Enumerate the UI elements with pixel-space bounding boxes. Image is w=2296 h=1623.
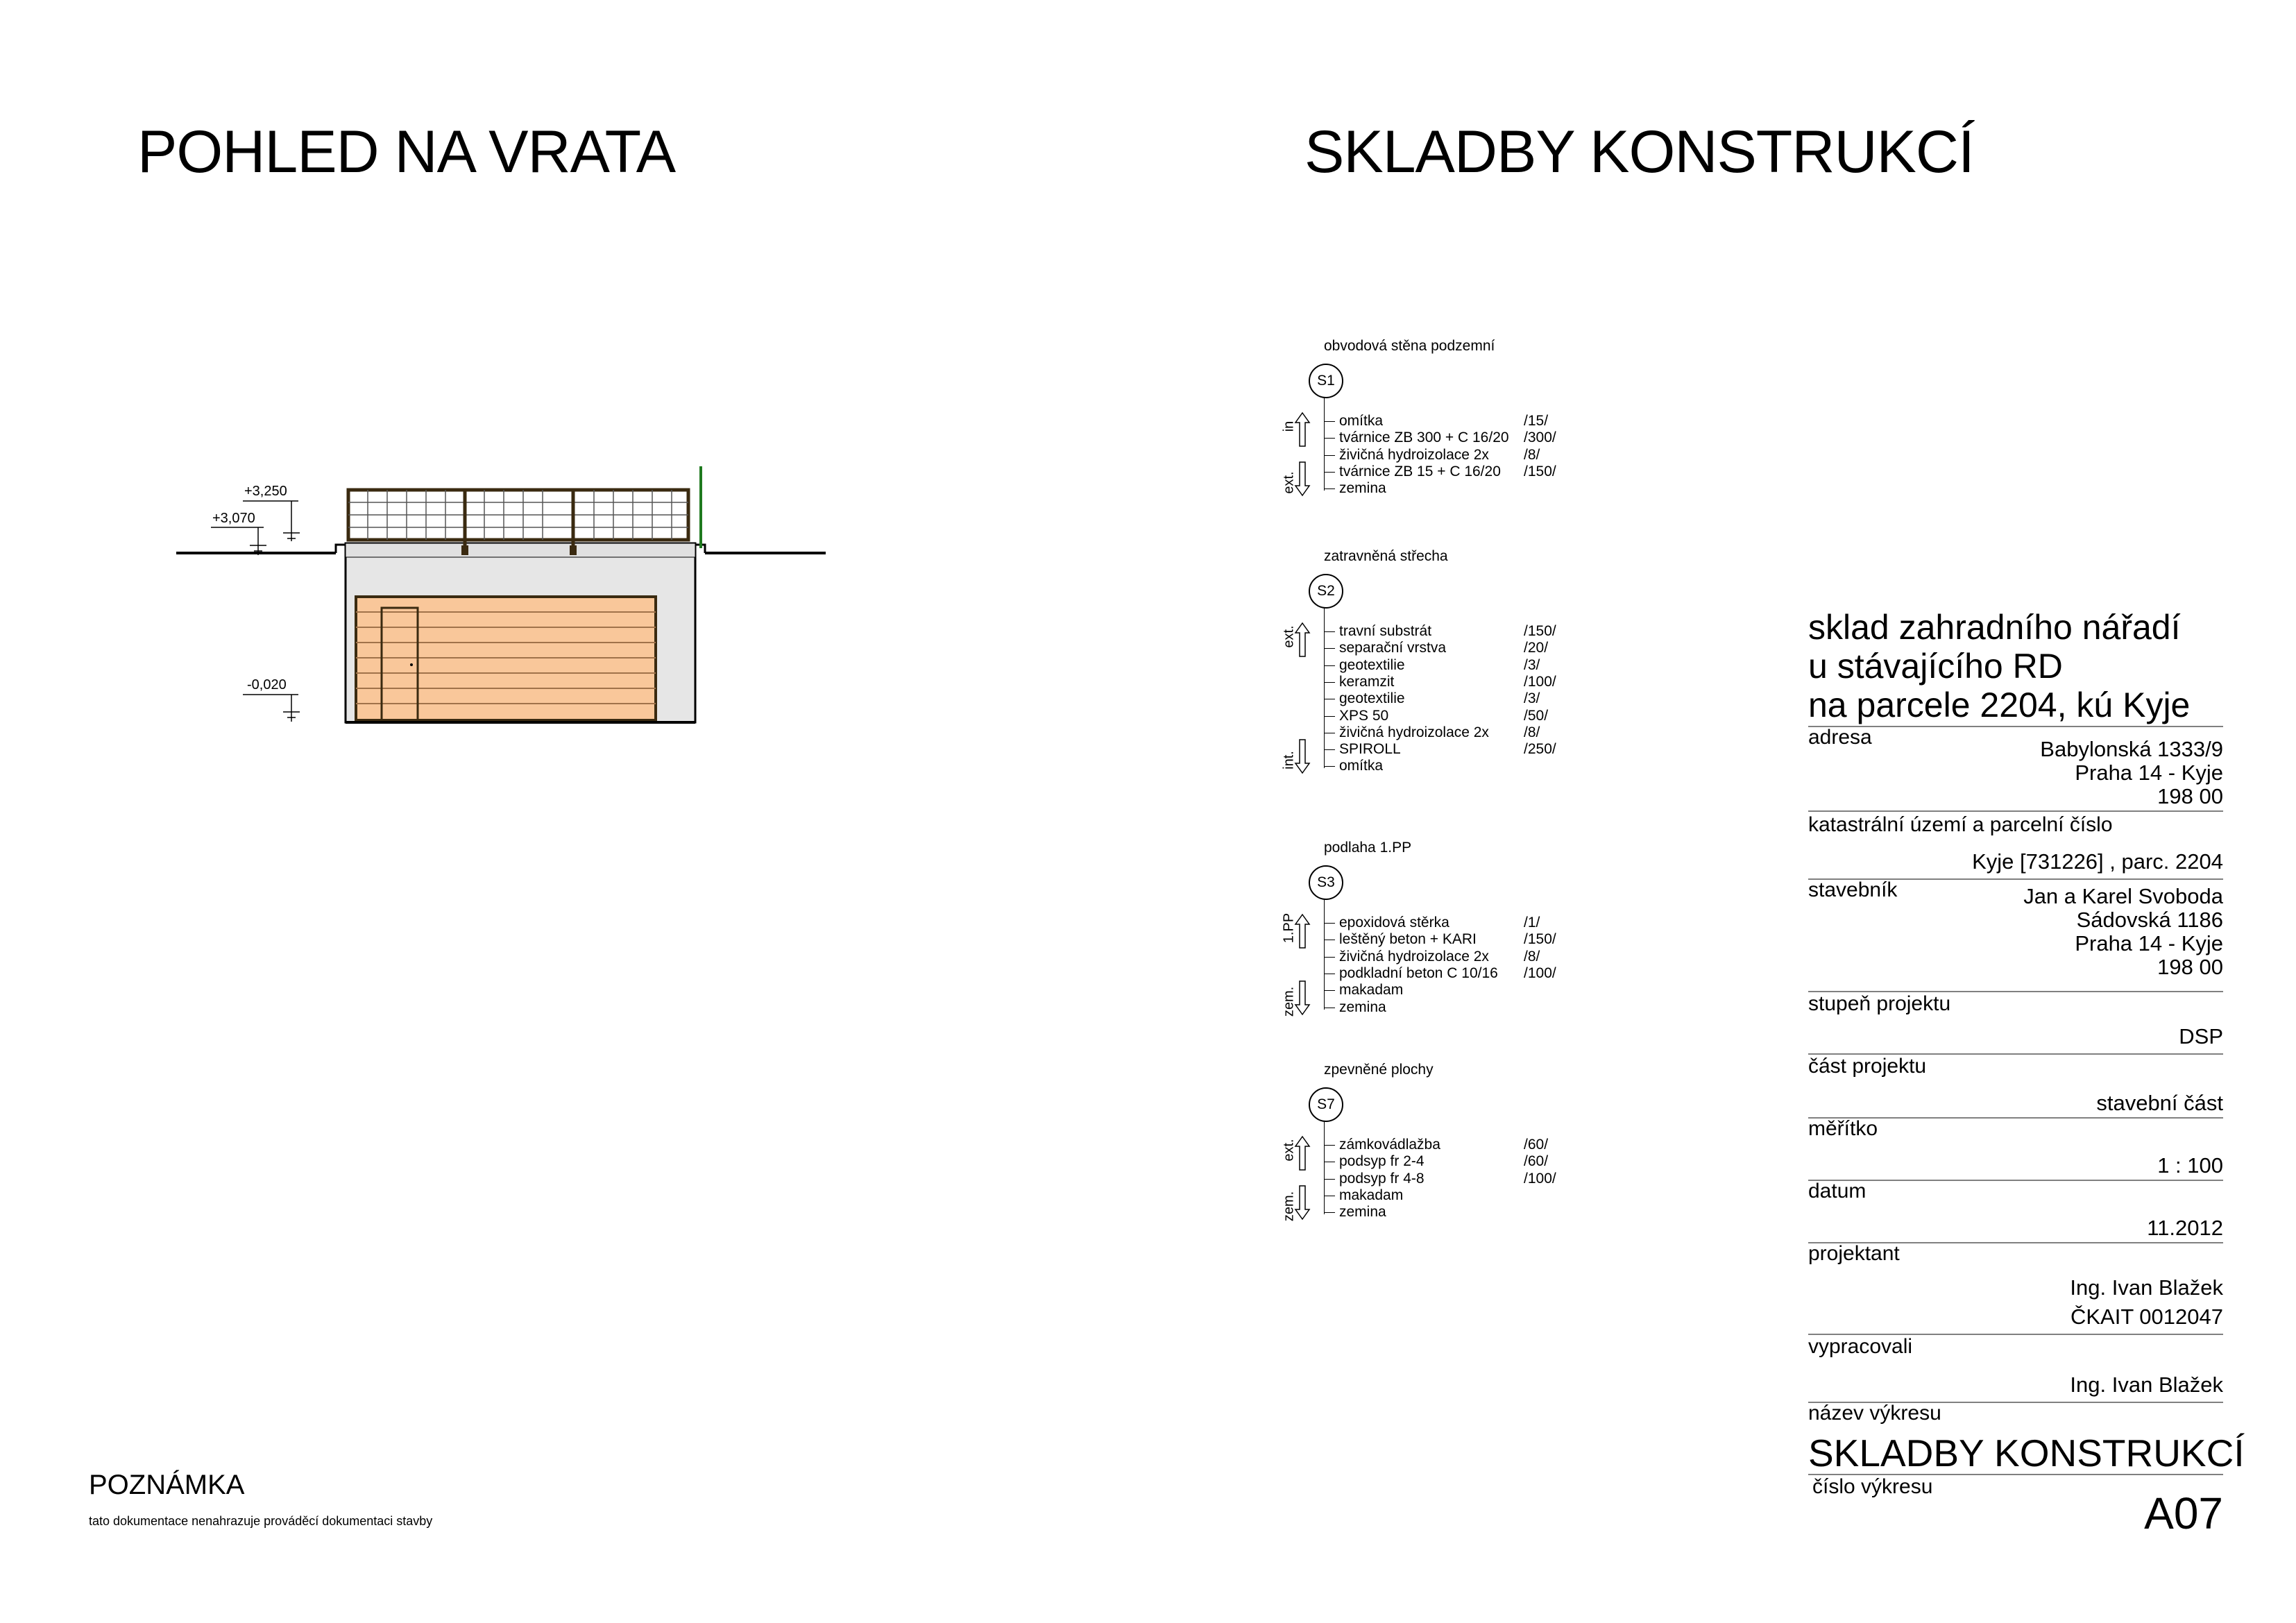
layer-tick [1324,749,1335,750]
layer-tick [1324,957,1335,958]
divider [1808,1180,2223,1181]
project-title-line1: sklad zahradního nářadí [1808,608,2181,647]
layer-name: zemina [1339,999,1386,1015]
layer-name: XPS 50 [1339,707,1389,724]
layer-thickness: /1/ [1524,915,1540,931]
builder-line3: Praha 14 - Kyje [2075,931,2223,955]
builder-label: stavebník [1808,878,1898,901]
composition-code-badge: S1 [1309,364,1343,398]
layer-thickness: /8/ [1524,724,1540,740]
layer-tick [1324,472,1335,473]
layer-thickness: /100/ [1524,1170,1556,1187]
layer-name: podkladní beton C 10/16 [1339,965,1498,981]
layer-name: živičná hydroizolace 2x [1339,446,1489,463]
stage-label: stupeň projektu [1808,992,1951,1015]
builder-line1: Jan a Karel Svoboda [2023,884,2223,908]
layer-thickness: /8/ [1524,446,1540,463]
layer-name: podsyp fr 4-8 [1339,1170,1425,1187]
prepared-value: Ing. Ivan Blažek [2070,1373,2223,1397]
layer-tick [1324,1145,1335,1146]
layer-tick [1324,421,1335,422]
date-value: 11.2012 [2147,1216,2223,1240]
level-label-floor: -0,020 [247,677,287,692]
layer-name: geotextilie [1339,690,1405,707]
layer-thickness: /150/ [1524,931,1556,948]
note-title: POZNÁMKA [89,1470,245,1500]
title-elevation: POHLED NA VRATA [137,119,676,185]
divider [1808,810,2223,812]
layer-name: geotextilie [1339,656,1405,673]
layer-thickness: /150/ [1524,623,1556,639]
part-label: část projektu [1808,1055,1927,1078]
layer-thickness: /3/ [1524,690,1540,707]
composition-title: podlaha 1.PP [1324,840,1412,856]
composition-stem-line [1324,899,1325,1010]
builder-line2: Sádovská 1186 [2076,908,2223,932]
composition-title: obvodová stěna podzemní [1324,338,1495,354]
direction-label-top: in [1281,420,1297,432]
layer-thickness: /20/ [1524,640,1549,656]
layer-tick [1324,1179,1335,1180]
layer-tick [1324,1212,1335,1213]
layer-tick [1324,923,1335,924]
title-compositions: SKLADBY KONSTRUKCÍ [1304,119,1974,185]
level-label-roof: +3,070 [212,511,255,526]
address-label: adresa [1808,726,1872,749]
builder-line4: 198 00 [2157,955,2223,979]
layer-name: keramzit [1339,673,1395,690]
designer-line2: ČKAIT 0012047 [2070,1305,2223,1329]
note-text: tato dokumentace nenahrazuje prováděcí dokumentaci stavby [89,1514,433,1528]
layer-tick [1324,682,1335,683]
layer-name: epoxidová stěrka [1339,915,1449,931]
direction-label-bottom: int. [1281,751,1297,770]
drawing-number-value: A07 [2144,1488,2223,1538]
layer-tick [1324,716,1335,717]
prepared-label: vypracovali [1808,1335,1913,1358]
direction-label-top: ext. [1281,1139,1297,1162]
designer-label: projektant [1808,1242,1900,1265]
layer-tick [1324,488,1335,489]
scale-value: 1 : 100 [2157,1153,2223,1178]
layer-tick [1324,990,1335,991]
layer-name: SPIROLL [1339,741,1401,758]
layer-name: zámkovádlažba [1339,1137,1440,1153]
composition-title: zpevněné plochy [1324,1062,1434,1078]
layer-name: tvárnice ZB 15 + C 16/20 [1339,463,1501,479]
direction-label-bottom: zem. [1281,1191,1297,1222]
address-line2: Praha 14 - Kyje [2075,760,2223,785]
layer-name: leštěný beton + KARI [1339,931,1477,948]
composition-stem-line [1324,1121,1325,1214]
layer-thickness: /3/ [1524,656,1540,673]
layer-thickness: /15/ [1524,413,1549,429]
layer-thickness: /100/ [1524,965,1556,981]
part-value: stavební část [2096,1091,2223,1115]
layer-name: zemina [1339,480,1386,497]
layer-name: tvárnice ZB 300 + C 16/20 [1339,430,1509,446]
layer-name: živičná hydroizolace 2x [1339,724,1489,740]
layer-name: podsyp fr 2-4 [1339,1153,1425,1170]
layer-name: omítka [1339,758,1384,774]
level-label-top: +3,250 [244,484,287,499]
drawing-name-value: SKLADBY KONSTRUKCÍ [1808,1431,2245,1475]
cadastre-value: Kyje [731226] , parc. 2204 [1972,849,2223,874]
designer-line1: Ing. Ivan Blažek [2070,1275,2223,1300]
stage-value: DSP [2179,1024,2223,1048]
layer-name: makadam [1339,1187,1404,1203]
layer-thickness: /50/ [1524,707,1549,724]
layer-tick [1324,665,1335,666]
layer-name: zemina [1339,1204,1386,1221]
composition-code-badge: S7 [1309,1087,1343,1122]
layer-name: živičná hydroizolace 2x [1339,948,1489,965]
layer-tick [1324,455,1335,456]
layer-name: makadam [1339,982,1404,999]
layer-tick [1324,648,1335,649]
project-title-line3: na parcele 2204, kú Kyje [1808,686,2191,724]
layer-thickness: /150/ [1524,463,1556,479]
layer-tick [1324,438,1335,439]
direction-label-top: 1.PP [1281,912,1297,944]
drawing-name-label: název výkresu [1808,1402,1941,1425]
project-title-line2: u stávajícího RD [1808,647,2063,686]
composition-stem-line [1324,397,1325,491]
composition-code-badge: S3 [1309,865,1343,900]
layer-thickness: /8/ [1524,948,1540,965]
scale-label: měřítko [1808,1117,1878,1140]
date-label: datum [1808,1180,1866,1203]
direction-label-top: ext. [1281,625,1297,648]
composition-title: zatravněná střecha [1324,548,1448,564]
layer-thickness: /60/ [1524,1137,1549,1153]
layer-name: omítka [1339,413,1384,429]
address-line1: Babylonská 1333/9 [2040,737,2223,761]
layer-tick [1324,631,1335,632]
layer-thickness: /300/ [1524,430,1556,446]
drawing-number-label: číslo výkresu [1812,1475,1933,1498]
direction-label-bottom: ext. [1281,471,1297,494]
composition-code-badge: S2 [1309,574,1343,609]
address-line3: 198 00 [2157,784,2223,808]
layer-name: separační vrstva [1339,640,1447,656]
layer-name: travní substrát [1339,623,1432,639]
layer-thickness: /60/ [1524,1153,1549,1170]
direction-label-bottom: zem. [1281,986,1297,1017]
cadastre-label: katastrální území a parcelní číslo [1808,813,2113,836]
layer-thickness: /100/ [1524,673,1556,690]
layer-thickness: /250/ [1524,741,1556,758]
layer-tick [1324,766,1335,767]
